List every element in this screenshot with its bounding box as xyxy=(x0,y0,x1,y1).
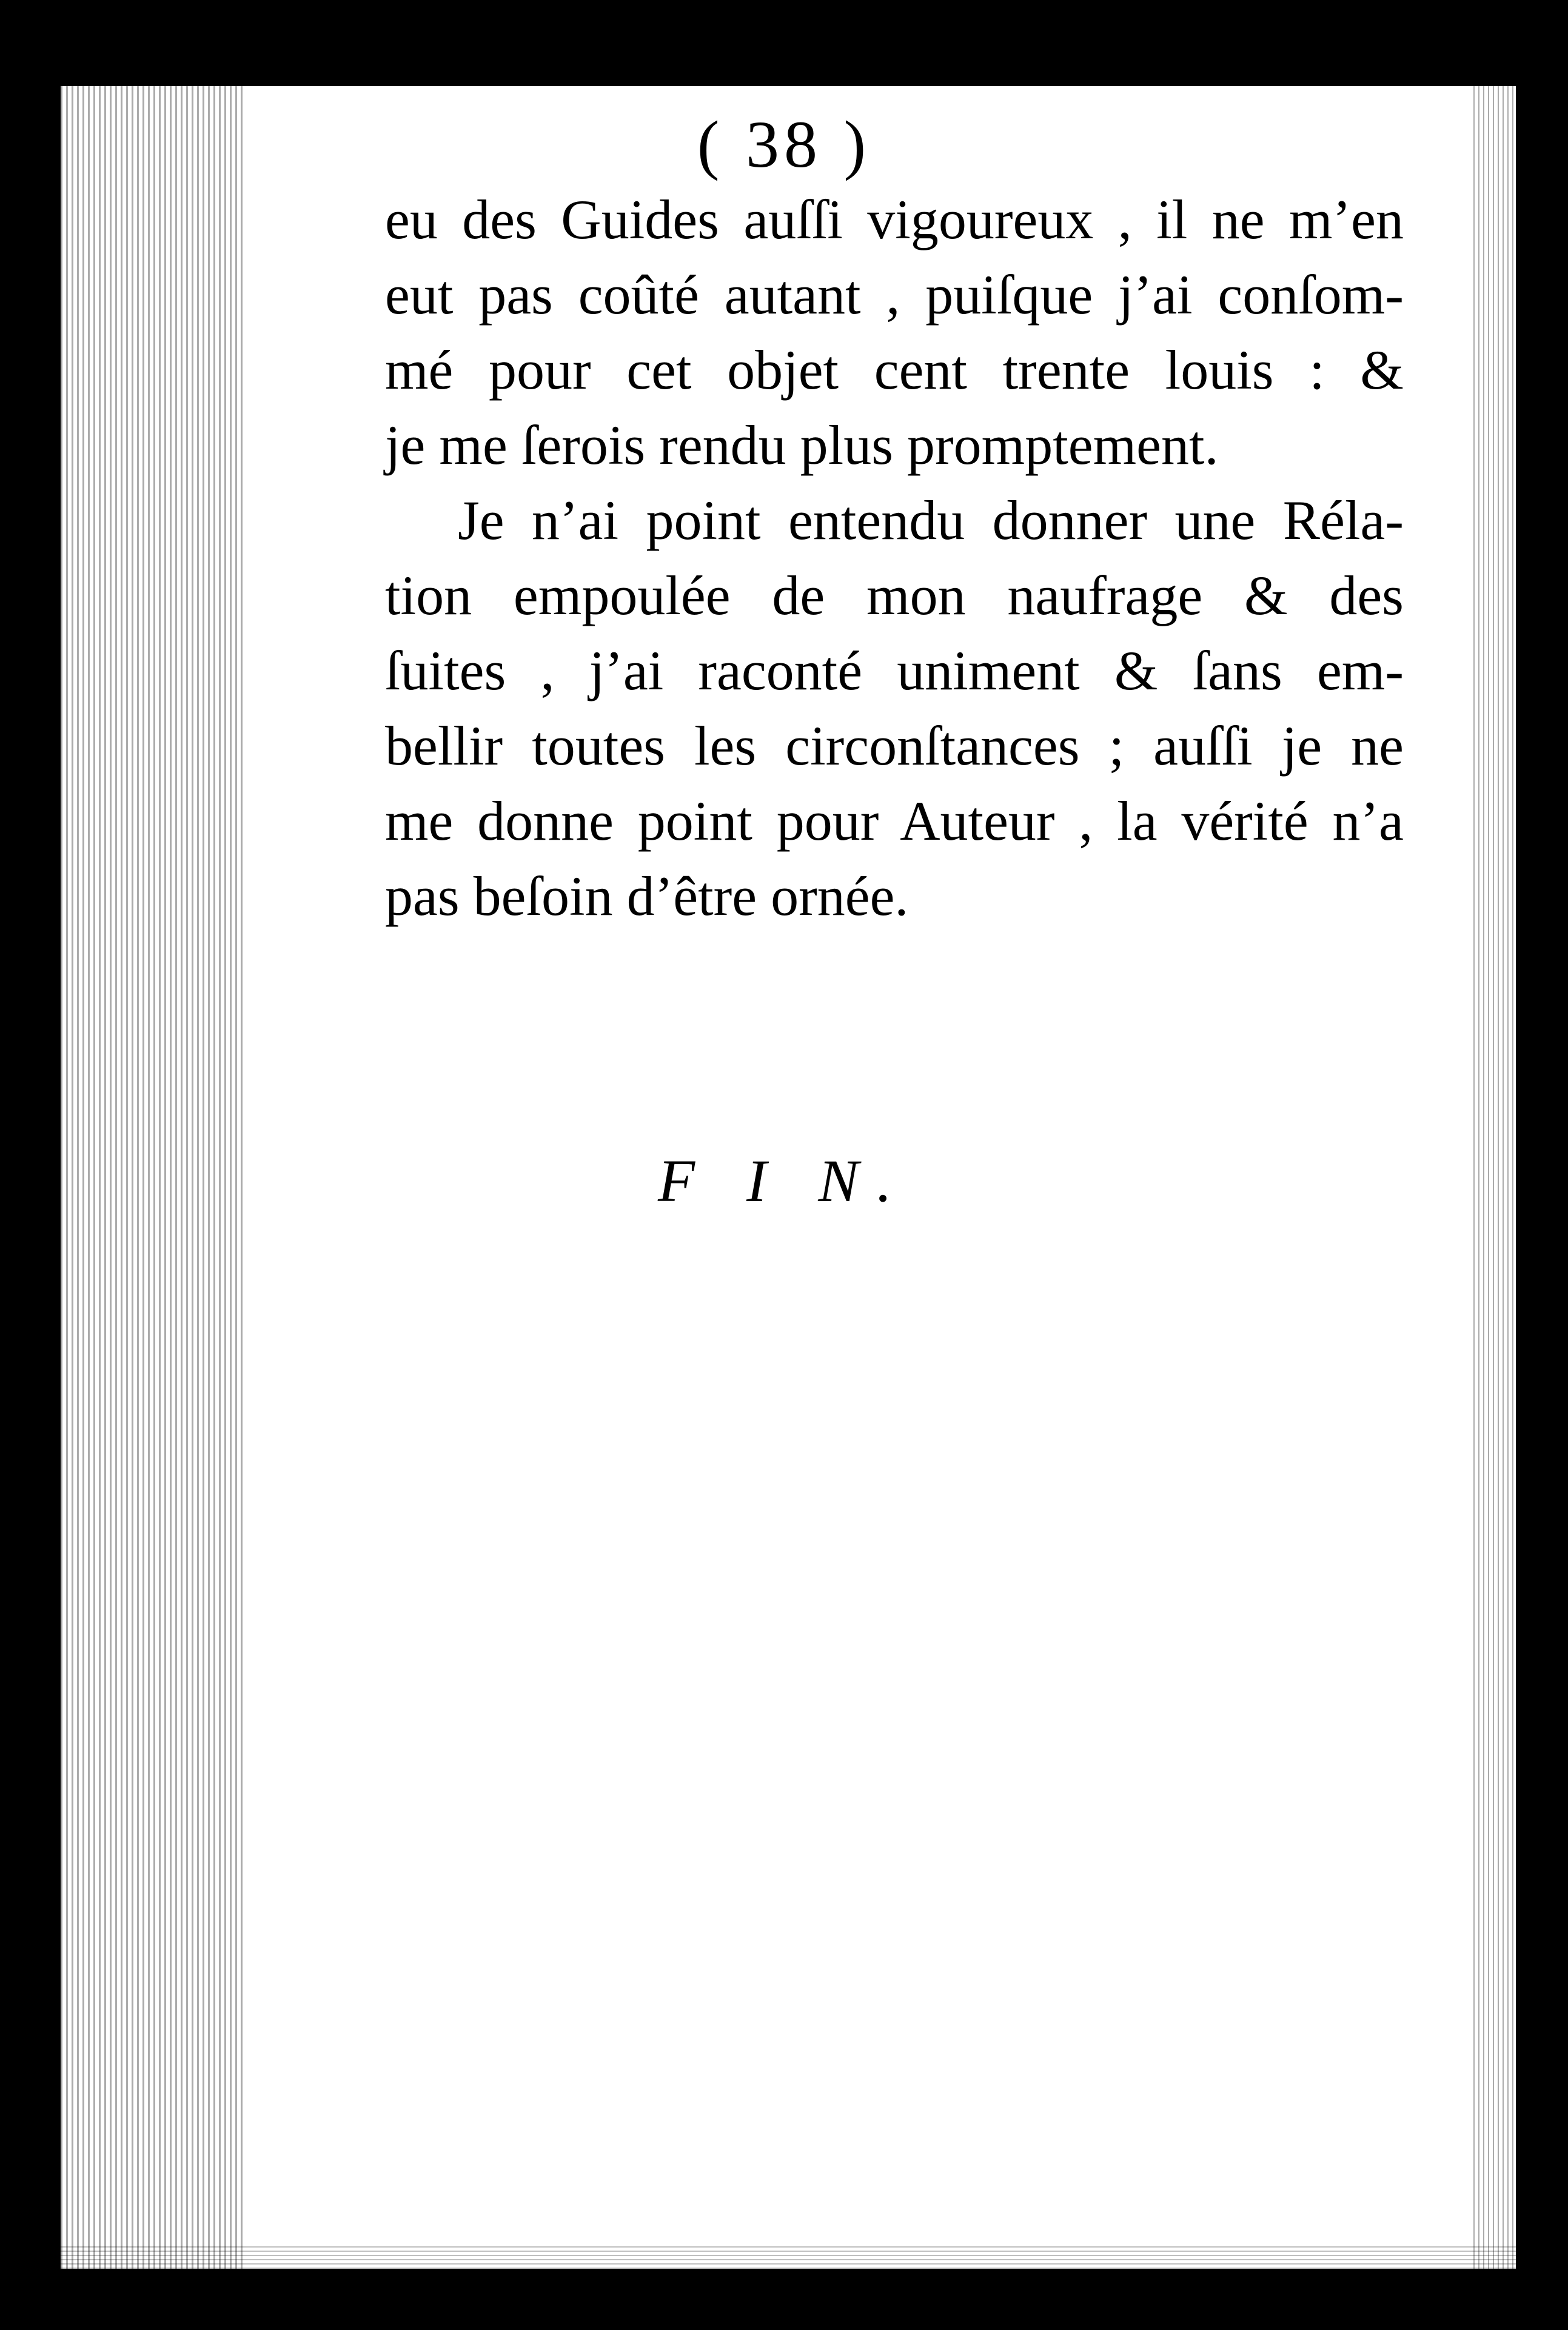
text-line: pas beſoin d’être ornée. xyxy=(385,865,909,927)
text-line: Je n’ai point entendu donner une Réla- xyxy=(458,489,1404,551)
paragraph xyxy=(385,483,1404,934)
text-line: me donne point pour Auteur , la vérité n’a xyxy=(385,790,1404,852)
text-line: eut pas coûté autant , puiſque j’ai conſom- xyxy=(385,264,1404,326)
text-line: tion empoulée de mon naufrage & des xyxy=(385,564,1404,626)
text-line: mé pour cet objet cent trente louis : & xyxy=(385,339,1404,401)
text-line: bellir toutes les circonſtances ; auſſi je ne xyxy=(385,715,1404,777)
body-text xyxy=(385,182,1404,934)
closing-fin: F I N. xyxy=(657,1147,911,1214)
paragraph xyxy=(385,182,1404,483)
page-edge-shadow-bottom xyxy=(61,2243,1516,2269)
page-number: ( 38 ) xyxy=(697,107,871,181)
text-line: je me ſerois rendu plus promptement. xyxy=(385,414,1219,476)
text-line: ſuites , j’ai raconté uniment & ſans em- xyxy=(385,640,1404,701)
text-line: eu des Guides auſſi vigoureux , il ne m’en xyxy=(385,189,1404,250)
